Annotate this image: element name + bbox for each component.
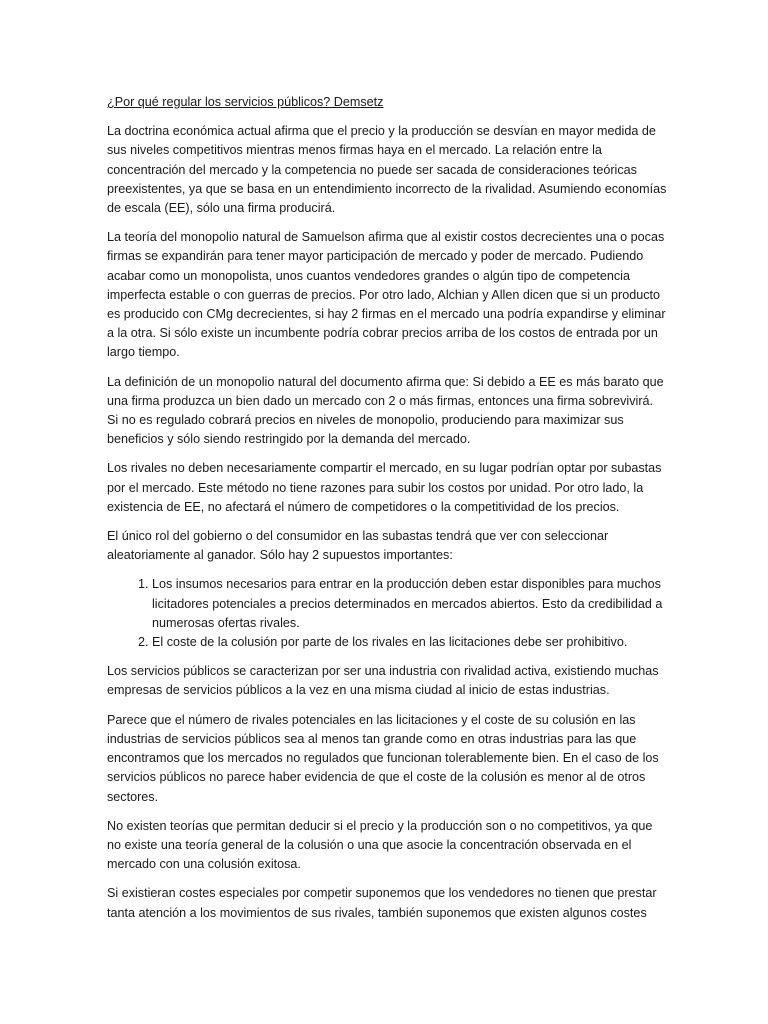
paragraph: Los servicios públicos se caracterizan por ser una industria con rivalidad activa, existiendo muchas empresas de servicios públicos a la vez en una misma ciudad al inicio de estas industrias. — [107, 664, 659, 698]
assumptions-list — [107, 575, 667, 652]
document-page — [107, 93, 667, 933]
paragraph: Si existieran costes especiales por competir suponemos que los vendedores no tienen que prestar tanta atención a los movimientos de sus rivales, también suponemos que existen algunos costes — [107, 886, 657, 920]
paragraph: Los rivales no deben necesariamente compartir el mercado, en su lugar podrían optar por subastas por el mercado. Este método no tiene razones para subir los costos por unidad. Por otro lado, la existencia de EE, no afectará el número de competidores o la competitividad de los precios. — [107, 461, 662, 514]
paragraph: La doctrina económica actual afirma que el precio y la producción se desvían en mayor medida de sus niveles competitivos mientras menos firmas haya en el mercado. La relación entre la concentración del mercado y la competencia no puede ser sacada de consideraciones teóricas preexistentes, ya que se basa en un entendimiento incorrecto de la rivalidad. Asumiendo economías de escala (EE), sólo una firma producirá. — [107, 124, 667, 216]
paragraph: Parece que el número de rivales potenciales en las licitaciones y el coste de su colusión en las industrias de servicios públicos sea al menos tan grande como en otras industrias para las que encontramos que los mercados no regulados que funcionan tolerablemente bien. En el caso de los servicios públicos no parece haber evidencia de que el coste de la colusión es menor al de otros sectores. — [107, 712, 659, 804]
paragraph: La definición de un monopolio natural del documento afirma que: Si debido a EE es más barato que una firma produzca un bien dado un mercado con 2 o más firmas, entonces una firma sobrevivirá. Si no es regulado cobrará precios en niveles de monopolio, produciendo para maximizar sus beneficios y sólo siendo restringido por la demanda del mercado. — [107, 374, 664, 447]
list-item: 1. Los insumos necesarios para entrar en la producción deben estar disponibles para muchos licitadores potenciales a precios determinados en mercados abiertos. Esto da credibilidad a numerosas ofertas rivales. — [152, 575, 667, 633]
paragraph: La teoría del monopolio natural de Samuelson afirma que al existir costos decrecientes una o pocas firmas se expandirán para tener mayor participación de mercado y poder de mercado. Pudiendo acabar como un monopolista, unos cuantos vendedores grandes o algún tipo de competencia imperfecta estable o con guerras de precios. Por otro lado, Alchian y Allen dicen que si un producto es producido con CMg decrecientes, si hay 2 firmas en el mercado una podría expandirse y eliminar a la otra. Si sólo existe un incumbente podría cobrar precios arriba de los costos de entrada por un largo tiempo. — [107, 230, 666, 360]
list-item: 2. El coste de la colusión por parte de los rivales en las licitaciones debe ser prohibitivo. — [152, 633, 667, 652]
paragraph: No existen teorías que permitan deducir si el precio y la producción son o no competitivos, ya que no existe una teoría general de la colusión o una que asocie la concentración observada en el mercado con una colusión exitosa. — [107, 818, 653, 872]
paragraph: El único rol del gobierno o del consumidor en las subastas tendrá que ver con seleccionar aleatoriamente al ganador. Sólo hay 2 supuestos importantes: — [107, 529, 609, 563]
document-title: ¿Por qué regular los servicios públicos? Demsetz — [107, 95, 384, 109]
